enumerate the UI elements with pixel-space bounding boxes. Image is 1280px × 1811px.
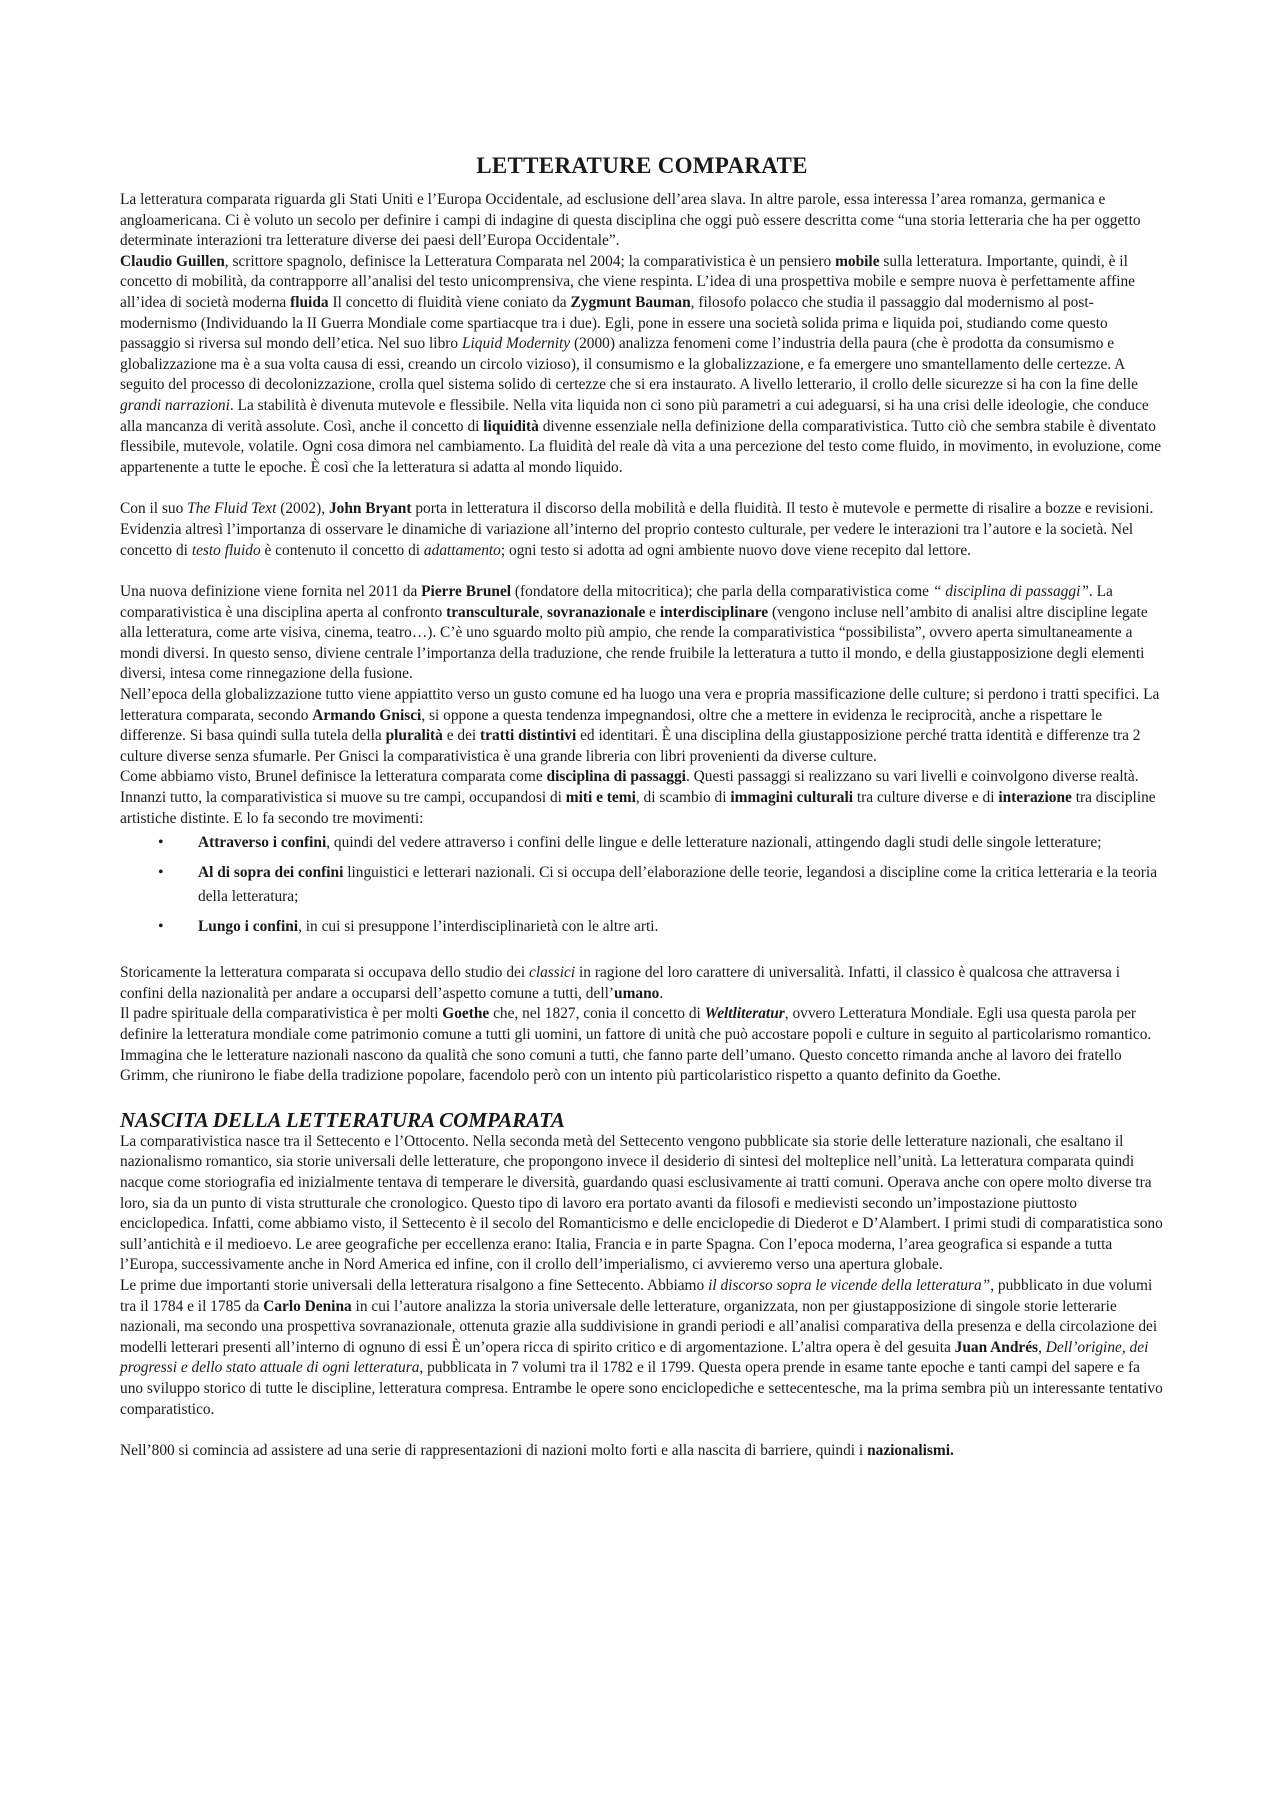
paragraph-brunel: Una nuova definizione viene fornita nel 2011 da Pierre Brunel (fondatore della mitocritica); che parla della comparativistica come “ disciplina di passaggi”. La comparativistica è una disciplina aperta al confronto transculturale, sovranazionale e interdisciplinare (vengono incluse nell’ambito di analisi altre discipline legate alla letteratura, come arte visiva, cinema, teatro…). C’è uno sguardo molto più ampio, che rende la comparativistica “possibilista”, ovvero aperta simultaneamente a mondi diversi. In questo senso, diviene centrale l’importanza della traduzione, che rende fruibile la letteratura a tutto il mondo, e della giustapposizione degli elementi diversi, intesa come rinnegazione della fusione. [120,583,1148,683]
name-bauman: Zygmunt Bauman [570,293,691,311]
list-item: • Al di sopra dei confini linguistici e letterari nazionali. Ci si occupa dell’elaborazione delle teorie, legandosi a discipline come la critica letteraria e la teoria della letteratura; [198,861,1164,909]
page-title: LETTERATURE COMPARATE [476,153,808,178]
name-brunel: Pierre Brunel [421,583,512,601]
section-heading: NASCITA DELLA LETTERATURA COMPARATA [120,1107,565,1132]
name-denina: Carlo Denina [263,1297,352,1315]
paragraph-guillen-bauman: Claudio Guillen, scrittore spagnolo, definisce la Letteratura Comparata nel 2004; la comparativistica è un pensiero mobile sulla letteratura. Importante, quindi, è il concetto di mobilità, da contrapporre all’analisi del testo unicomprensiva, che viene respinta. L’idea di una prospettiva mobile e sempre nuova è perfettamente affine all’idea di società moderna fluida Il concetto di fluidità viene coniato da Zygmunt Bauman, filosofo polacco che studia il passaggio dal modernismo al post-modernismo (Individuando la II Guerra Mondiale come spartiacque tra i due). Egli, pone in essere una società solida prima e liquida poi, studiando come questo passaggio si riversa sul mondo dell’etica. Nel suo libro Liquid Modernity (2000) analizza fenomeni come l’industria della paura (che è prodotta da consumismo e globalizzazione ma è a sua volta causa di essi, creando un circolo vizioso), il consumismo e la globalizzazione, e fa emergere uno smantellamento delle certezze. A seguito del processo di decolonizzazione, crolla quel sistema solido di certezze che si era instaurato. A livello letterario, il crollo delle sicurezze si ha con la fine delle grandi narrazioni. La stabilità è divenuta mutevole e flessibile. Nella vita liquida non ci sono più parametri a cui adeguarsi, si ha una crisi delle ideologie, che conduce alla mancanza di verità assolute. Così, anche il concetto di liquidità divenne essenziale nella definizione della comparativistica. Tutto ciò che sembra stabile è diventato flessibile, mutevole, volatile. Ogni cosa dimora nel cambiamento. La fluidità del reale dà vita a una percezione del testo come fluido, in movimento, in evoluzione, come appartenente a tutte le epoche. È così che la letteratura si adatta al mondo liquido. [120,252,1162,476]
name-andres: Juan Andrés [954,1338,1039,1356]
name-goethe: Goethe [442,1005,490,1023]
name-bryant: John Bryant [328,500,412,518]
spacer [120,478,1164,499]
spacer [120,945,1164,963]
list-item: • Attraverso i confini, quindi del vedere attraverso i confini delle lingue e delle letterature nazionali, attingendo dagli studi delle singole letterature; [198,831,1164,855]
spacer [120,1420,1164,1441]
spacer [120,561,1164,582]
paragraph-intro: La letteratura comparata riguarda gli Stati Uniti e l’Europa Occidentale, ad esclusione dell’area slava. In altre parole, essa interessa l’area romanza, germanica e angloamericana. Ci è voluto un secolo per definire i campi di indagine di questa disciplina che oggi può essere descritta come “una storia letteraria che ha per oggetto determinate interazioni tra letterature diverse dei paesi dell’Europa Occidentale”. [120,191,1141,250]
book-title-fluid-text: The Fluid Text [187,500,277,518]
paragraph-gnisci: Nell’epoca della globalizzazione tutto viene appiattito verso un gusto comune ed ha luogo una vera e propria massificazione delle culture; si perdono i tratti specifici. La letteratura comparata, secondo Armando Gnisci, si oppone a questa tendenza impegnandosi, oltre che a mettere in evidenza le reciprocità, anche a rispettare le differenze. Si basa quindi sulla tutela della pluralità e dei tratti distintivi ed identitari. È una disciplina della giustapposizione perché tratta identità e differenze tra 2 culture diverse senza sfumarle. Per Gnisci la comparativistica è una grande libreria con libri provenienti da diverse culture. [120,686,1160,765]
movements-list [120,831,1164,939]
paragraph-classici: Storicamente la letteratura comparata si occupava dello studio dei classici in ragione del loro carattere di universalità. Infatti, il classico è qualcosa che attraversa i confini della nazionalità per andare a occuparsi dell’aspetto comune a tutti, dell’umano. [120,964,1121,1002]
spacer [120,1087,1164,1108]
document-page [120,152,1164,1462]
paragraph-passaggi: Come abbiamo visto, Brunel definisce la letteratura comparata come disciplina di passaggi. Questi passaggi si realizzano su vari livelli e coinvolgono diverse realtà. Innanzi tutto, la comparativistica si muove su tre campi, occupandosi di miti e temi, di scambio di immagini culturali tra culture diverse e di interazione tra discipline artistiche distinte. E lo fa secondo tre movimenti: [120,768,1156,827]
book-title-liquid-modernity: Liquid Modernity [461,335,571,353]
paragraph-nazionalismi: Nell’800 si comincia ad assistere ad una serie di rappresentazioni di nazioni molto forti e alla nascita di barriere, quindi i nazionalismi. [120,1442,954,1460]
list-item: • Lungo i confini, in cui si presuppone l’interdisciplinarietà con le altre arti. [198,915,1164,939]
paragraph-goethe: Il padre spirituale della comparativistica è per molti Goethe che, nel 1827, conia il concetto di Weltliteratur, ovvero Letteratura Mondiale. Egli usa questa parola per definire la letteratura mondiale come patrimonio comune a tutti gli uomini, un fattore di unità che può accostare popoli e culture in seguito al particolarismo romantico. Immagina che le letterature nazionali nascono da qualità che sono comuni a tutti, che fanno parte dell’umano. Questo concetto rimanda anche al lavoro dei fratello Grimm, che riunirono le fiabe della tradizione popolare, facendolo però con un intento più particolaristico rispetto a quanto definito da Goethe. [120,1005,1152,1085]
paragraph-nascita: La comparativistica nasce tra il Settecento e l’Ottocento. Nella seconda metà del Settecento vengono pubblicate sia storie delle letterature nazionali, che esaltano il nazionalismo romantico, sia storie universali delle letterature, che propongono invece il desiderio di sintesi del molteplice nell’unità. La letteratura comparata quindi nacque come storiografia ed inizialmente tentava di temperare le diversità, guardando quasi esclusivamente ai tratti comuni. Operava anche con opere molto diverse tra loro, sia da un punto di vista strutturale che cronologico. Questo tipo di lavoro era portato avanti da filosofi e medievisti secondo un’impostazione piuttosto enciclopedica. Infatti, come abbiamo visto, il Settecento è il secolo del Romanticismo e delle enciclopedie di Diederot e D’Alambert. I primi studi di comparatistica sono sull’antichità e il medioevo. Le aree geografiche per eccellenza erano: Italia, Francia e in parte Spagna. Con l’epoca moderna, l’area geografica si espande a tutta l’Europa, successivamente anche in Nord America ed infine, con il crollo dell’imperialismo, ci avvieremo verso una apertura globale. [120,1132,1163,1274]
name-gnisci: Armando Gnisci [312,706,422,724]
name-guillen: Claudio Guillen [120,252,225,270]
paragraph-storie-universali: Le prime due importanti storie universali della letteratura risalgono a fine Settecento. Abbiamo il discorso sopra le vicende della letteratura”, pubblicato in due volumi tra il 1784 e il 1785 da Carlo Denina in cui l’autore analizza la storia universale delle letterature, organizzata, non per giustapposizione di singole storie letterarie nazionali, ma secondo una prospettiva sovranazionale, ottenuta grazie alla suddivisione in grandi periodi e all’analisi comparativa della presenza e della circolazione dei modelli letterari presenti all’interno di ognuno di essi È un’opera ricca di spirito critico e di argomentazione. L’altra opera è del gesuita Juan Andrés, Dell’origine, dei progressi e dello stato attuale di ogni letteratura, pubblicata in 7 volumi tra il 1782 e il 1799. Questa opera prende in esame tante epoche e tanti campi del sapere e fa uno sviluppo storico di tutte le discipline, letteratura compresa. Entrambe le opere sono enciclopediche e settecentesche, ma la prima sembra più un interessante tentativo comparatistico. [120,1276,1163,1418]
paragraph-bryant: Con il suo The Fluid Text (2002), John Bryant porta in letteratura il discorso della mobilità e della fluidità. Il testo è mutevole e permette di risalire a bozze e revisioni. Evidenzia altresì l’importanza di osservare le dinamiche di variazione all’interno del proprio contesto culturale, per vedere le interazioni tra l’autore e la società. Nel concetto di testo fluido è contenuto il concetto di adattamento; ogni testo si adotta ad ogni ambiente nuovo dove viene recepito dal lettore. [120,500,1154,559]
